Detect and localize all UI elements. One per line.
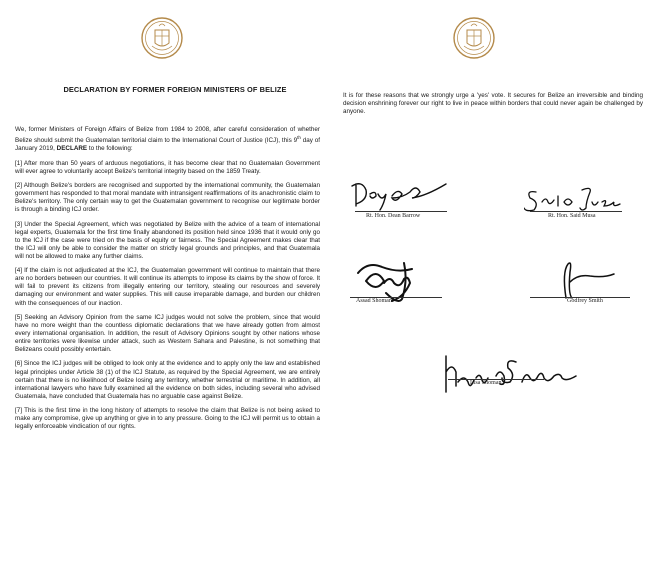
- belize-seal-icon: [452, 16, 496, 60]
- declaration-body: [15, 126, 320, 438]
- paragraph-4: [4] If the claim is not adjudicated at the ICJ, the Guatemalan government will continue to maintain that there are no borders between our countries. It will continue its attempts to impose its claims by the show of force. It will fail to prevent its citizens from illegally entering our territory, stealing our resources and severely damaging our environment and water supplies. This will cause irreparable damage, and burden our children with the consequences of our inaction.: [15, 267, 320, 307]
- paragraph-1: [1] After more than 50 years of arduous negotiations, it has become clear that no Guatemalan Government will ever agree to voluntarily accept Belize's territorial integrity based on the 1859 Treaty.: [15, 159, 320, 175]
- signatory-name: Rt. Hon. Dean Barrow: [366, 213, 421, 219]
- paragraph-3: [3] Under the Special Agreement, which was negotiated by Belize with the advice of a team of international legal experts, Guatemala for the first time finally abandoned its position held since 1936 that it would only go to the ICJ if the case were tried on the basis of equity or fairness. The Special Agreement makes clear that the ICJ will only be able to consider the matter on strictly legal grounds and principles, and that Guatemala will not be allowed to make any further claims.: [15, 220, 320, 260]
- signature-line: [530, 211, 622, 212]
- intro-text-b: day of January 2019,: [15, 137, 320, 153]
- signature-lisa-shoman: [436, 348, 586, 394]
- intro-text: We, former Ministers of Foreign Affairs of Belize from 1984 to 2008, after careful consideration of whether Belize should submit the Guatemalan territorial claim to the International Court of Justice (ICJ), this 9: [15, 126, 320, 145]
- paragraph-6: [6] Since the ICJ judges will be obliged to look only at the evidence and to apply only the law and established legal principles under Article 38 (1) of the ICJ Statute, as required by the Special Agreement, we are entirely certain that there is no likelihood of Belize losing any territory, whether terrestrial or maritime. In addition, all international lawyers who have fully examined all the evidence on both sides, including several who advised Guatemala, have concluded that Guatemala has no arguable case against Belize.: [15, 360, 320, 400]
- intro-paragraph: [15, 126, 320, 153]
- closing-paragraph: It is for these reasons that we strongly urge a 'yes' vote. It secures for Belize an irreversible and binding decision enshrining forever our right to live in peace within borders that could never again be challenged by anyone.: [343, 92, 643, 116]
- signatory-name: Rt. Hon. Said Musa: [548, 213, 596, 219]
- page-title: DECLARATION BY FORMER FOREIGN MINISTERS OF BELIZE: [63, 85, 287, 94]
- paragraph-5: [5] Seeking an Advisory Opinion from the same ICJ judges would not solve the problem, since that would have no more weight than the countless diplomatic declarations that we have already gotten from almost every international organisation. In addition, the result of Advisory Opinions sought by other nations whose entire territories were likewise under attack, such as Western Sahara and Palestine, is not something that Belizeans could possibly entertain.: [15, 313, 320, 354]
- belize-seal-icon: [140, 16, 184, 60]
- signatory-name: Lisa Shoman: [470, 380, 502, 386]
- paragraph-2: [2] Although Belize's borders are recognised and supported by the international community, the Guatemalan government has responded to that moral mandate with intransigent reaffirmations of its anachronistic claim to Belize's territory. The only certain way to get the Guatemalan government to recognise our legitimate border is through a binding ICJ order.: [15, 181, 320, 214]
- intro-text-c: to the following:: [87, 145, 133, 153]
- intro-sup: th: [297, 135, 301, 141]
- signatory-name: Godfrey Smith: [567, 298, 603, 304]
- declare-keyword: DECLARE: [56, 145, 88, 153]
- paragraph-7: [7] This is the first time in the long history of attempts to resolve the claim that Belize is not being asked to make any compromise, give up anything or give in to any pressure. Going to the ICJ will permit us to obtain a legally enforceable vindication of our rights.: [15, 407, 320, 431]
- signatory-name: Assad Shoman: [356, 298, 392, 304]
- signature-line: [355, 211, 447, 212]
- signature-dean-barrow: [348, 176, 458, 216]
